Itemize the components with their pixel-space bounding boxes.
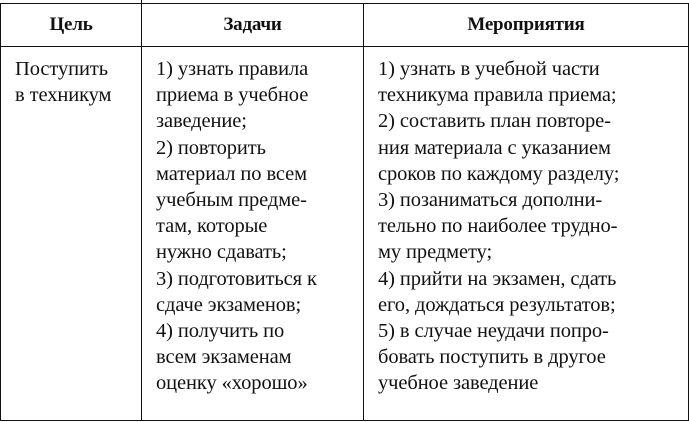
- activity-line: 1) узнать в учебной части: [378, 58, 600, 80]
- task-line: всем экзаменам: [156, 346, 292, 369]
- activity-line: учебное заведение: [378, 372, 539, 395]
- task-line: там, которые: [156, 215, 268, 238]
- activity-line: сроков по каждому разделу;: [378, 162, 620, 185]
- activity-line: 3) позаниматься дополни-: [378, 189, 603, 212]
- activity-line: 2) составить план повторе-: [378, 110, 611, 133]
- activity-line: его, дождаться результатов;: [378, 293, 616, 316]
- task-line: нужно сдавать;: [156, 241, 287, 264]
- goal-cell: [1, 47, 142, 421]
- activities-cell: [364, 47, 689, 421]
- header-activities: Мероприятия: [364, 4, 689, 47]
- goal-line: Поступить: [15, 58, 108, 80]
- table-row: [1, 47, 689, 421]
- task-line: 4) получить по: [156, 320, 285, 343]
- task-line: 1) узнать правила: [156, 58, 309, 80]
- task-line: 2) повторить: [156, 136, 266, 159]
- activity-line: 4) прийти на экзамен, сдать: [378, 267, 617, 290]
- activity-line: бовать поступить в другое: [378, 346, 606, 369]
- task-line: приема в учебное: [156, 84, 309, 107]
- table-header-row: [1, 4, 689, 47]
- task-line: 3) подготовиться к: [156, 267, 317, 290]
- activity-line: техникума правила приема;: [378, 84, 617, 107]
- activity-line: му предмету;: [378, 241, 493, 264]
- goal-line: в техникум: [15, 84, 112, 107]
- activity-line: тельно по наиболее трудно-: [378, 215, 618, 238]
- task-line: заведение;: [156, 110, 247, 133]
- goal-tasks-activities-table: [0, 3, 689, 421]
- header-tasks: Задачи: [142, 4, 364, 47]
- tasks-cell: [142, 47, 364, 421]
- activity-line: ния материала с указанием: [378, 136, 611, 159]
- task-line: оценку «хорошо»: [156, 372, 308, 395]
- activity-line: 5) в случае неудачи попро-: [378, 320, 609, 343]
- task-line: сдаче экзаменов;: [156, 293, 302, 316]
- task-line: материал по всем: [156, 162, 308, 185]
- header-goal: Цель: [1, 4, 142, 47]
- task-line: учебным предме-: [156, 189, 307, 212]
